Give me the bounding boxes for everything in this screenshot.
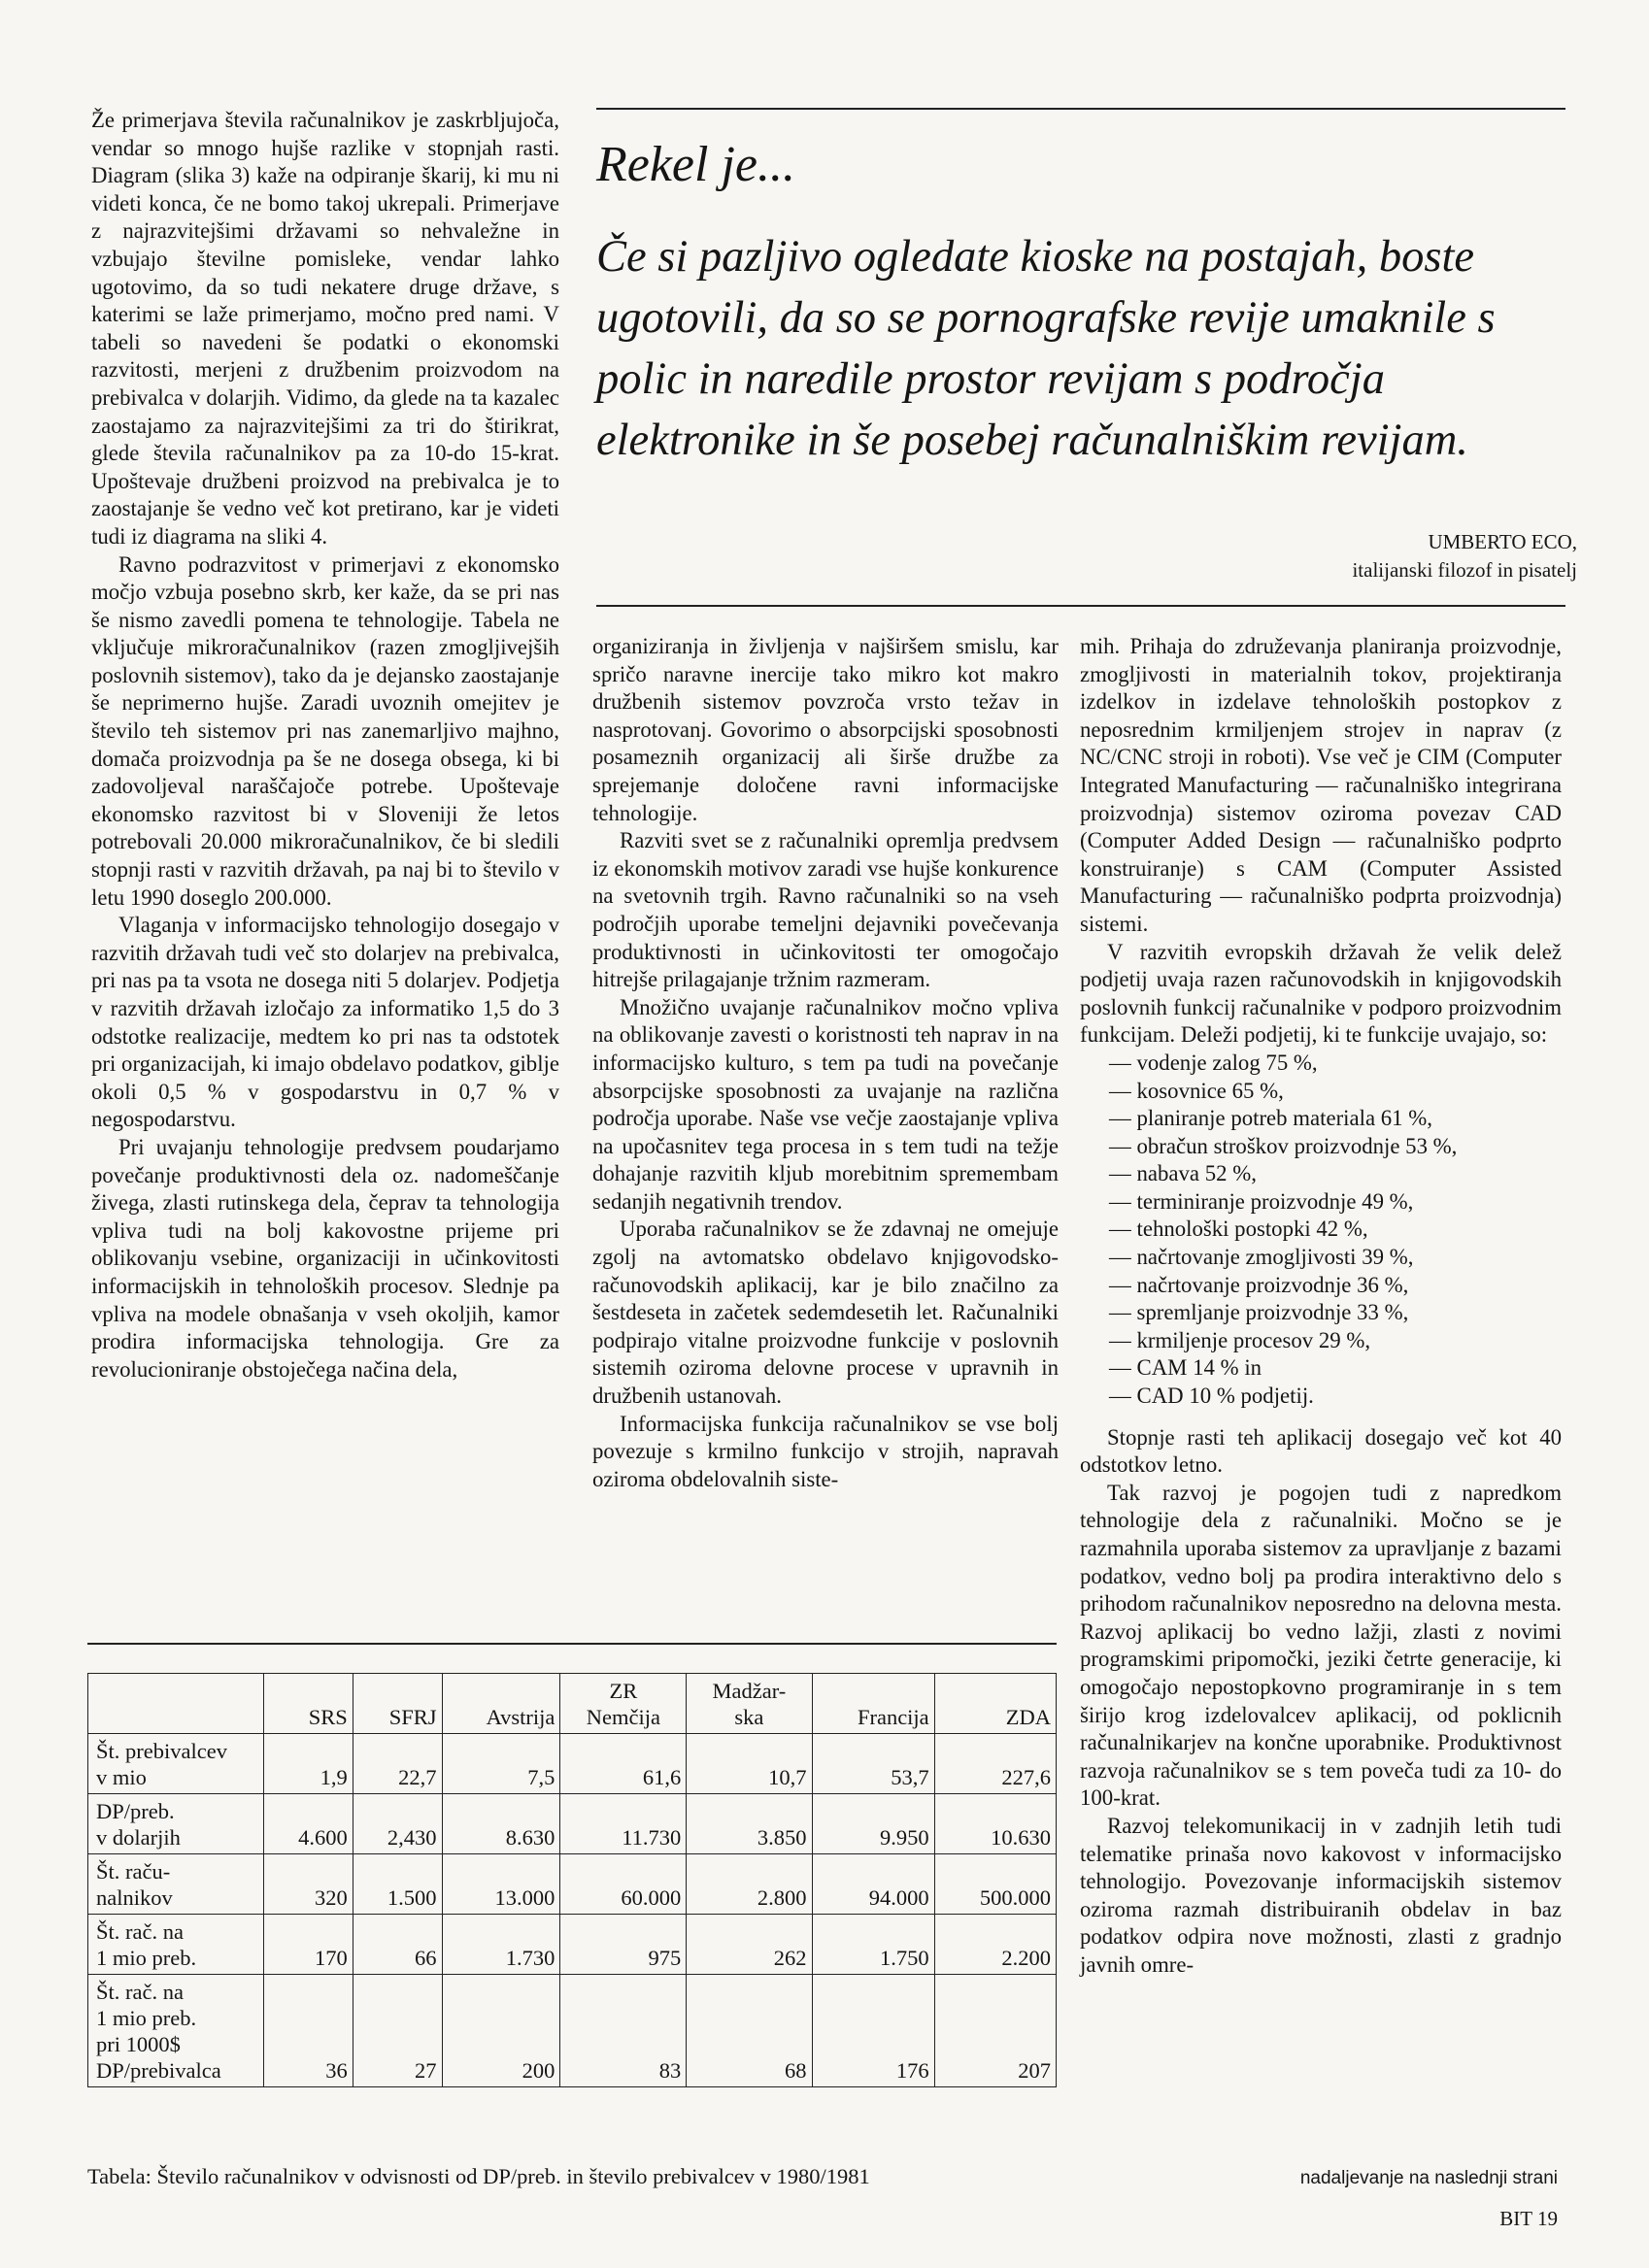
table-cell: 1,9 xyxy=(264,1734,353,1794)
table-row xyxy=(88,1794,1057,1854)
quote-bottom-rule xyxy=(596,605,1565,607)
table-header-cell xyxy=(88,1674,264,1734)
quote-text: Če si pazljivo ogledate kioske na postajah, boste ugotovili, da so se pornografske revije umaknile s polic in naredile prostor revijam s področja elektronike in še posebej računalniškim revijam. xyxy=(596,232,1496,465)
table-caption: Tabela: Število računalnikov v odvisnosti od DP/preb. in število prebivalcev v 1980/1981 xyxy=(87,2164,870,2188)
header-line: ZR xyxy=(609,1679,638,1703)
paragraph: Razvoj telekomunikacij in v zadnjih letih tudi telematike prinaša novo kakovost v informacijsko tehnologijo. Povezovanje informacijskih sistemov oziroma razmah distribuiranih obdelav in baz podatkov odpira nove možnosti, zlasti z gradnjo javnih omre- xyxy=(1080,1813,1562,1977)
table-cell: 176 xyxy=(812,1975,934,2087)
list-item: — nabava 52 %, xyxy=(1109,1161,1257,1186)
row-label-line: DP/preb. xyxy=(96,1799,175,1823)
table-cell: 2.800 xyxy=(687,1854,812,1915)
table-cell: 27 xyxy=(353,1975,442,2087)
header-line: ska xyxy=(734,1705,764,1729)
table-cell: 262 xyxy=(687,1915,812,1975)
list-item: — terminiranje proizvodnje 49 %, xyxy=(1109,1188,1414,1214)
paragraph: mih. Prihaja do združevanja planiranja proizvodnje, zmogljivosti in materialnih tokov, projektiranja izdelkov in izdelave tehnoloških postopkov z neposrednim krmiljenjem strojev in naprav (z NC/CNC stroji in roboti). Vse več je CIM (Computer Integrated Manufacturing — računalniško integrirana proizvodnja) sistemov oziroma povezav CAD (Computer Added Design — računalniško podprto konstruiranje) s CAM (Computer Assisted Manufacturing — računalniško podprta proizvodnja) sistemi. xyxy=(1080,634,1562,936)
paragraph: Informacijska funkcija računalnikov se vse bolj povezuje s krmilno funkcijo v strojih, napravah oziroma obdelovalnih siste- xyxy=(592,1411,1059,1491)
quote-title: Rekel je... xyxy=(596,137,795,192)
table-cell: 2.200 xyxy=(934,1915,1056,1975)
paragraph: Že primerjava števila računalnikov je zaskrbljujoča, vendar so mnogo hujše razlike v stopnjah rasti. Diagram (slika 3) kaže na odpiranje škarij, ki mu ni videti konca, če ne bomo takoj ukrepali. Primerjave z najrazvitejšimi državami so nehvaležne in vzbujajo številne pomisleke, vendar lahko ugotovimo, da so tudi nekatere druge države, s katerimi se laže primerjamo, močno pred nami. V tabeli so navedeni še podatki o ekonomski razvitosti, merjeni z družbenim proizvodom na prebivalca v dolarjih. Vidimo, da glede na ta kazalec zaostajamo za najrazvitejšimi za tri do štirikrat, glede števila računalnikov pa za 10-do 15-krat. Upoštevaje družbeni proizvod na prebivalca je to zaostajanje še vedno več kot pretirano, kar je videti tudi iz diagrama na sliki 4. xyxy=(91,108,559,549)
row-label-line: v mio xyxy=(96,1765,147,1789)
row-label-line: 1 mio preb. xyxy=(96,1946,197,1970)
table-cell: 1.500 xyxy=(353,1854,442,1915)
table-cell: 975 xyxy=(560,1915,687,1975)
table-row xyxy=(88,1915,1057,1975)
table-cell: 10.630 xyxy=(934,1794,1056,1854)
column-1 xyxy=(91,107,559,1384)
table-cell: 7,5 xyxy=(442,1734,560,1794)
paragraph: Vlaganja v informacijsko tehnologijo dosegajo v razvitih državah tudi več sto dolarjev na prebivalca, pri nas pa ta vsota ne dosega niti 5 dolarjev. Podjetja v razvitih državah izločajo za informatiko 1,5 do 3 odstotke realizacije, medtem ko pri nas ta odstotek pri organizacijah, ki imajo obdelavo podatkov, giblje okoli 0,5 % v gospodarstvu in 0,7 % v negospodarstvu. xyxy=(91,913,559,1132)
table-header-cell: Francija xyxy=(812,1674,934,1734)
row-label-line: v dolarjih xyxy=(96,1825,181,1850)
table-row xyxy=(88,1975,1057,2087)
list-item: — vodenje zalog 75 %, xyxy=(1109,1050,1318,1075)
paragraph: organiziranja in življenja v najširšem smislu, kar spričo naravne inercije tako mikro kot makro družbenih sistemov povzroča vrsto težav in nasprotovanj. Govorimo o absorpcijski sposobnosti posameznih organizacij ali širše družbe za sprejemanje določene ravni informacijske tehnologije. xyxy=(592,634,1059,825)
list-item: — spremljanje proizvodnje 33 %, xyxy=(1109,1300,1409,1325)
table-cell: 83 xyxy=(560,1975,687,2087)
table-header-cell: Avstrija xyxy=(442,1674,560,1734)
table-cell: 227,6 xyxy=(934,1734,1056,1794)
row-label-line: 1 mio preb. xyxy=(96,2006,197,2030)
list-item: — krmiljenje procesov 29 %, xyxy=(1109,1327,1371,1352)
table-header-row xyxy=(88,1674,1057,1734)
paragraph: V razvitih evropskih državah že velik delež podjetij uvaja razen računovodskih in knjigovodskih poslovnih funkcij računalnike v podporo proizvodnim funkcijam. Deleži podjetij, ki te funkcije uvajajo, so: xyxy=(1080,939,1562,1048)
row-label xyxy=(88,1975,264,2087)
quote-author: UMBERTO ECO, xyxy=(1428,530,1577,553)
table-top-rule xyxy=(87,1643,1057,1645)
table-header-cell xyxy=(560,1674,687,1734)
table-cell: 13.000 xyxy=(442,1854,560,1915)
paragraph: Pri uvajanju tehnologije predvsem poudarjamo povečanje produktivnosti dela oz. nadomeščanje živega, zlasti rutinskega dela, čeprav ta tehnologija vpliva tudi na bolj kakovostne prijeme pri oblikovanju vsebine, organizaciji in učinkovitosti informacijskih in tehnoloških procesov. Slednje pa vpliva na modele obnašanja v vseh okoljih, kamor prodira informacijska tehnologija. Gre za revolucioniranje obstoječega načina dela, xyxy=(91,1134,559,1382)
table-cell: 8.630 xyxy=(442,1794,560,1854)
table-cell: 1.730 xyxy=(442,1915,560,1975)
list-item: — načrtovanje proizvodnje 36 %, xyxy=(1109,1272,1409,1297)
paragraph: Ravno podrazvitost v primerjavi z ekonomsko močjo vzbuja posebno skrb, ker kaže, da se pri nas še nismo zavedli pomena te tehnologije. Tabela ne vključuje mikroračunalnikov (razen zmogljivejših poslovnih sistemov), tako da je dejansko zaostajanje še neprimerno hujše. Zaradi uvoznih omejitev je število teh sistemov pri nas zanemarljivo majhno, domača proizvodnja pa še ne dosega obsega, ki bi zadovoljeval naraščajoče potrebe. Upoštevaje ekonomsko razvitost bi v Sloveniji že letos potrebovali 20.000 mikroračunalnikov, če bi sledili stopnji rasti v razvitih državah, pa naj bi to število v letu 1990 doseglo 200.000. xyxy=(91,551,559,910)
table-header-cell: ZDA xyxy=(934,1674,1056,1734)
table-cell: 94.000 xyxy=(812,1854,934,1915)
header-line: Madžar- xyxy=(712,1679,787,1703)
row-label-line: Št. prebivalcev xyxy=(96,1739,227,1763)
paragraph: Stopnje rasti teh aplikacij dosegajo več kot 40 odstotkov letno. xyxy=(1080,1424,1562,1478)
list-item: — obračun stroškov proizvodnje 53 %, xyxy=(1109,1133,1458,1158)
function-share-list xyxy=(1080,1050,1562,1411)
header-line: Nemčija xyxy=(586,1705,660,1729)
table-cell: 200 xyxy=(442,1975,560,2087)
row-label-line: nalnikov xyxy=(96,1885,173,1910)
list-item: — kosovnice 65 %, xyxy=(1109,1078,1284,1103)
row-label-line: Št. rač. na xyxy=(96,1980,184,2004)
list-item: — CAD 10 % podjetij. xyxy=(1109,1384,1314,1409)
table-cell: 1.750 xyxy=(812,1915,934,1975)
column-3 xyxy=(1080,633,1562,1980)
table-cell: 170 xyxy=(264,1915,353,1975)
table-cell: 4.600 xyxy=(264,1794,353,1854)
table-cell: 53,7 xyxy=(812,1734,934,1794)
table-cell: 500.000 xyxy=(934,1854,1056,1915)
table-cell: 66 xyxy=(353,1915,442,1975)
column-2 xyxy=(592,633,1059,1493)
paragraph: Razviti svet se z računalniki opremlja predvsem iz ekonomskih motivov zaradi vse hujše konkurence na svetovnih trgih. Ravno računalniki so na vseh področjih uporabe temeljni dejavniki povečevanja produktivnosti in učinkovitosti ter omogočajo hitrejše prilagajanje tržnim razmeram. xyxy=(592,828,1059,992)
table-cell: 320 xyxy=(264,1854,353,1915)
list-item: — planiranje potreb materiala 61 %, xyxy=(1109,1106,1432,1131)
list-item: — načrtovanje zmogljivosti 39 %, xyxy=(1109,1245,1414,1270)
paragraph: Uporaba računalnikov se že zdavnaj ne omejuje zgolj na avtomatsko obdelavo knjigovodsko-računovodskih aplikacij, kar je bilo značilno za šestdeseta in začetek sedemdesetih let. Računalniki podpirajo vitalne proizvodne funkcije v poslovnih sistemih oziroma delovne procese v upravnih in družbenih ustanovah. xyxy=(592,1217,1059,1409)
table-cell: 36 xyxy=(264,1975,353,2087)
row-label xyxy=(88,1734,264,1794)
table-cell: 61,6 xyxy=(560,1734,687,1794)
list-item: — CAM 14 % in xyxy=(1109,1355,1262,1381)
table-cell: 11.730 xyxy=(560,1794,687,1854)
row-label-line: Št. rač. na xyxy=(96,1919,184,1944)
table-cell: 68 xyxy=(687,1975,812,2087)
table-cell: 22,7 xyxy=(353,1734,442,1794)
computers-table xyxy=(87,1673,1057,2087)
table-cell: 10,7 xyxy=(687,1734,812,1794)
quote-author-block xyxy=(1352,528,1577,584)
table-header-cell: SFRJ xyxy=(353,1674,442,1734)
table-row xyxy=(88,1734,1057,1794)
table-cell: 2,430 xyxy=(353,1794,442,1854)
row-label xyxy=(88,1915,264,1975)
table-header-cell xyxy=(687,1674,812,1734)
table-cell: 60.000 xyxy=(560,1854,687,1915)
quote-top-rule xyxy=(596,108,1565,110)
row-label xyxy=(88,1854,264,1915)
row-label-line: pri 1000$ DP/prebivalca xyxy=(96,2032,221,2083)
table-header-cell: SRS xyxy=(264,1674,353,1734)
row-label-line: Št. raču- xyxy=(96,1859,171,1884)
table-cell: 3.850 xyxy=(687,1794,812,1854)
quote-author-role: italijanski filozof in pisatelj xyxy=(1352,558,1577,582)
page-number: BIT 19 xyxy=(1499,2207,1558,2230)
list-item: — tehnološki postopki 42 %, xyxy=(1109,1217,1368,1242)
table-cell: 207 xyxy=(934,1975,1056,2087)
table-cell: 9.950 xyxy=(812,1794,934,1854)
row-label xyxy=(88,1794,264,1854)
table-row xyxy=(88,1854,1057,1915)
paragraph: Tak razvoj je pogojen tudi z napredkom tehnologije dela z računalniki. Močno se je razmahnila uporaba sistemov za upravljanje z bazami podatkov, vedno bolj pa prodira interaktivno delo s prihodom računalnikov neposredno na delovna mesta. Razvoj aplikacij bo vedno lažji, zlasti z novimi programskimi pripomočki, jeziki četrte generacije, ki omogočajo nepostopkovno programiranje in s tem širijo krog izdelovalcev aplikacij, od poklicnih računalnikarjev na končne uporabnike. Produktivnost razvoja računalnikov se s tem poveča tudi za 10- do 100-krat. xyxy=(1080,1480,1562,1811)
paragraph: Množično uvajanje računalnikov močno vpliva na oblikovanje zavesti o koristnosti teh naprav in na informacijsko kulturo, s tem pa tudi na povečanje absorpcijske sposobnosti za uvajanje na različna področja uporabe. Naše vse večje zaostajanje vpliva na upočasnitev tega procesa in s tem tudi na težje dohajanje razvitih kljub morebitnim spremembam sedanjih negativnih trendov. xyxy=(592,994,1059,1214)
continue-note: nadaljevanje na naslednji strani xyxy=(1299,2168,1558,2188)
